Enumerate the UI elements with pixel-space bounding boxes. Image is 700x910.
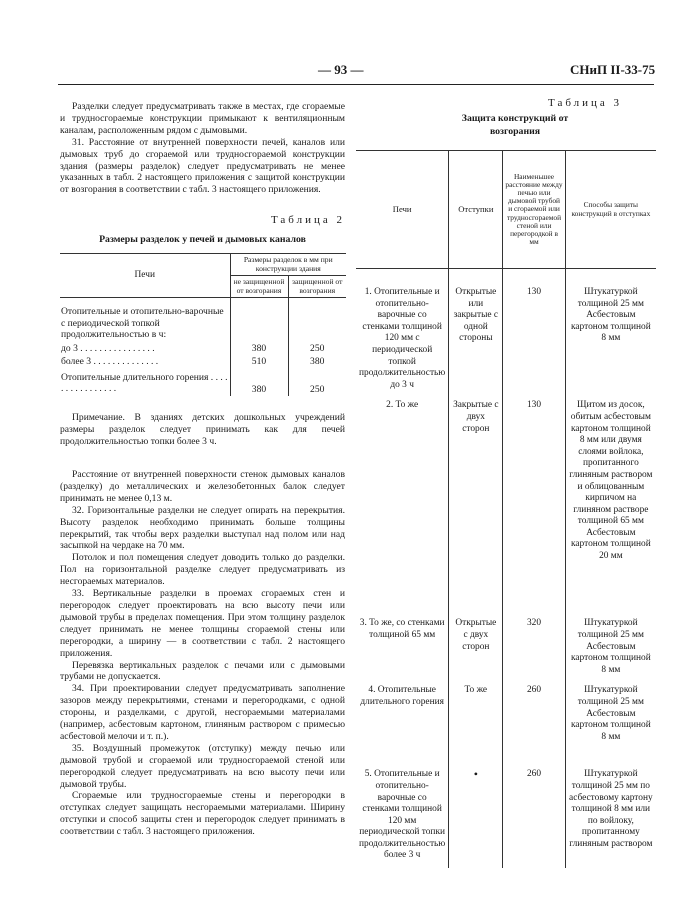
t3-cell-distance: 260 (503, 682, 565, 766)
t3-cell-otstupki: Открытые с двух сторон (449, 615, 503, 682)
table2-caption: Таблица 2 (270, 214, 345, 226)
t3-cell-protection: Штукатуркой толщиной 25 мм Асбестовым картоном толщиной 8 мм (565, 682, 656, 766)
table3 (356, 150, 656, 868)
t2-cell: 250 (288, 368, 346, 396)
t2-cell: 510 (230, 355, 288, 368)
t3-header-distance: Наименьшее расстояние между печью или дымовой трубой и сгораемой или трудносгораемой стеной или перегородкой в мм (503, 151, 565, 269)
t2-cell: 380 (230, 342, 288, 355)
table2 (60, 253, 346, 396)
note: Примечание. В зданиях детских дошкольных учреждений размеры разделок следует принимать как для печей продолжительностью топки более 3 ч. (60, 412, 345, 447)
t3-cell-distance: 130 (503, 397, 565, 615)
left-note (60, 412, 345, 448)
paragraph-32: 32. Горизонтальные разделки не следует опирать на перекрытия. Высоту разделок необходимо принимать больше толщины перекрытий, так чтобы верх разделки выступал над полом или над засыпкой на чердаке на 70 мм. (60, 504, 345, 552)
t3-cell-pechi: 5. Отопительные и отопительно-варочные со стенками толщиной 120 мм периодической топки продолжительностью более 3 ч (359, 769, 446, 861)
t3-cell-protection: Штукатуркой толщиной 25 мм Асбестовым картоном толщиной 8 мм (565, 269, 656, 398)
t2-cell: 380 (230, 368, 288, 396)
table3-title: Защита конструкций от возгорания (461, 113, 569, 137)
t2-row-label: Отопительные длительного горения . . . . . . . . . . . . . . . . (61, 371, 228, 395)
t3-cell-distance: 130 (503, 269, 565, 398)
t3-cell-distance: 260 (503, 766, 565, 868)
t3-header-otstupki: Отступки (449, 151, 503, 269)
t3-header-pechi: Печи (356, 151, 449, 269)
t2-cell: 380 (288, 355, 346, 368)
paragraph-34: 34. При проектировании следует предусматривать заполнение зазоров между перекрытиями, стенами и перегородками, с одной стороны, и разделками, с другой, несгораемыми материалами (например, асбестовым картоном, глиняным раствором с примесью асбестовой мелочи и т. п.). (60, 683, 345, 742)
paragraph-35: 35. Воздушный промежуток (отступку) между печью или дымовой трубой и сгораемой или трудносгораемой стеной или перегородкой следует предусматривать на всю высоту печи или дымовой трубы. (60, 742, 345, 790)
paragraph-7: Перевязка вертикальных разделок с печами или с дымовыми трубами не допускается. (60, 659, 345, 683)
t3-cell-pechi: 2. То же (386, 400, 419, 411)
paragraph-5: Потолок и пол помещения следует доводить только до разделки. Пол на горизонтальной разделке следует предусматривать из несгораемых материалов. (60, 552, 345, 588)
t3-cell-otstupki: • (449, 766, 503, 868)
paragraph-3: Расстояние от внутренней поверхности стенок дымовых каналов (разделку) до металлических и железобетонных балок следует принимать не менее 0,13 м. (60, 469, 345, 504)
t2-header-unprotected: не защищенной от возгорания (230, 276, 288, 298)
t2-row-label: Отопительные и отопительно-варочные с периодической топкой продолжительностью в ч: (61, 306, 224, 341)
paragraph-31: 31. Расстояние от внутренней поверхности печей, каналов или дымовых труб до сгораемой или трудносгораемой конструкции здания (размеры разделок) следует предусматривать не менее указанных в табл. 2 настоящего приложения с защитой конструкции от возгорания в соответствии с табл. 3 настоящего приложения. (60, 136, 345, 196)
t3-cell-otstupki: Открытые или закрытые с одной стороны (449, 269, 503, 398)
paragraph-10: Сгораемые или трудносгораемые стены и перегородки в отступках следует защищать несгораемыми материалами. Ширину отступки и способ защиты стен и перегородок следует принимать в соответствии с табл. 3 настоящего приложения. (60, 790, 345, 838)
table2-title: Размеры разделок у печей и дымовых каналов (99, 234, 306, 245)
left-intro (60, 101, 345, 196)
t2-row-label: до 3 . . . . . . . . . . . . . . . . (61, 342, 155, 354)
t2-cell: 250 (288, 342, 346, 355)
t3-cell-otstupki: Закрытые с двух сторон (449, 397, 503, 615)
page-number: — 93 — (318, 62, 364, 77)
t3-cell-pechi: 3. То же, со стенками толщиной 65 мм (359, 618, 445, 640)
paragraph-1: Разделки следует предусматривать также в местах, где сгораемые и трудносгораемые конструкции примыкают к вентиляционным каналам, расположенным рядом с дымовыми. (60, 101, 345, 136)
t2-header-protected: защищенной от возгорания (288, 276, 346, 298)
t2-row-label: более 3 . . . . . . . . . . . . . . (61, 355, 159, 367)
t3-cell-protection: Штукатуркой толщиной 25 мм Асбестовым картоном толщиной 8 мм (565, 615, 656, 682)
t2-header-group: Размеры разделок в мм при конструкции здания (230, 254, 346, 276)
t2-header-pechi: Печи (60, 254, 230, 298)
left-body (60, 469, 345, 838)
t3-cell-pechi: 1. Отопительные и отопительно-варочные со стенками толщиной 120 мм с периодической топкой продолжительностью до 3 ч (359, 287, 446, 390)
paragraph-33: 33. Вертикальные разделки в проемах сгораемых стен и перегородок следует проектировать на всю высоту печи или дымовой трубы в пределах помещения. При этом толщину разделок следует принимать не менее толщины сгораемой стены или перегородки, а ширину — в соответствии с табл. 2 настоящего приложения. (60, 588, 345, 659)
t3-cell-protection: Штукатуркой толщиной 25 мм по асбестовому картону толщиной 8 мм или по войлоку, пропитанному глиняным раствором (565, 766, 656, 868)
t3-cell-pechi: 4. Отопительные длительного горения (360, 685, 444, 707)
table3-caption: Таблица 3 (548, 97, 623, 109)
t3-cell-distance: 320 (503, 615, 565, 682)
t3-header-protection: Способы защиты конструкций в отступках (565, 151, 656, 269)
t3-cell-otstupki: То же (449, 682, 503, 766)
document-code: СНиП II-33-75 (570, 62, 656, 77)
header-divider (58, 84, 654, 85)
t3-cell-protection: Щитом из досок, обитым асбестовым картоном толщиной 8 мм или двумя слоями войлока, пропитанного глиняным раствором и облицованным кирпичом на глиняном растворе толщиной 65 мм Асбестовым картоном толщиной 20 мм (565, 397, 656, 615)
